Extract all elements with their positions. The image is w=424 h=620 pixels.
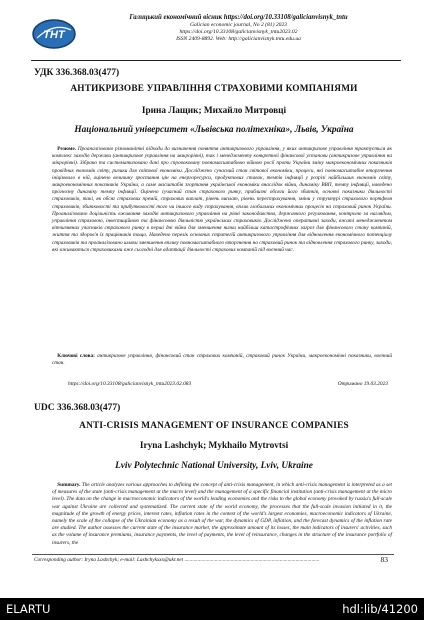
journal-issn-web: ISSN 2409-8892. Web: http://galicianvisnyk.tntu.edu.ua (176, 35, 301, 42)
page-number: 83 (380, 555, 388, 564)
repository-name: ELARTU (6, 602, 51, 616)
authors-ua: Ірина Лащик; Михайло Митровці (141, 106, 287, 116)
keywords-label-ua: Ключові слова: (57, 353, 95, 359)
udc-ua: УДК 336.368.03(477) (34, 68, 120, 78)
journal-issue-doi: https://doi.org/10.33108/galicianvisnyk_tntu2023.02 (179, 29, 298, 35)
article-doi-link[interactable]: https://doi.org/10.33108/galicianvisnyk_tntu2023.02.083 (68, 381, 192, 387)
summary-label-en: Summary. (57, 482, 81, 488)
journal-title-en: Galician economic journal, No 2 (81) 2023 (189, 22, 288, 29)
journal-title-ua: Галицький економічний вісник https://doi.org/10.33108/galicianvisnyk_tntu (129, 14, 348, 21)
corresponding-author: Corresponding author: Iryna Lashchyk; e-mail: Lashchykxxx@ukr.net ...................................................................................................... (34, 557, 320, 563)
udc-en: UDC 336.368.03(477) (34, 403, 121, 413)
journal-header-text (81, 14, 396, 42)
svg-text:ТНТ: ТНТ (43, 29, 65, 41)
footer-divider (32, 554, 394, 555)
keywords-text-ua: антикризове управління, фінансовий стан страхових компаній, страховий ринок України, макроекономічні показники, воєнний стан. (52, 353, 393, 367)
keywords-ua (52, 353, 392, 367)
summary-text-en: The article analyzes various approaches to defining the concept of anti-crisis management, in which anti-crisis management is interpreted as a set of measures of the state (anti-crisis management at the macro level) and the management of a specific financial institution (anti-crisis management at the micro level). The data on the change in macroeconomic indicators of the world's leading economies and the risks to the global economy provoked by russia's full-scale war against Ukraine are collected and systematized. The current state of the world economy, the processes that the full-scale invasion initiated in it, the magnitude of the growth of energy prices, interest rates, inflation rates in the context of the world's largest economies, macroeconomic indicators of Ukraine, namely the scale of the collapse of the Ukrainian economy as a result of the war, the dynamics of GDP, inflation, and the forecast dynamics of the inflation rate are studied. The author assesses the current state of the insurance market, the approximate amount of its losses, the main indicators of insurers' activities, such as the volume of insurance premiums, insurance payments, the level of payments, the level of reinsurance, changes in the structure of the insurance portfolio of insurers, the (52, 482, 392, 546)
article-title-ua: АНТИКРИЗОВЕ УПРАВЛІННЯ СТРАХОВИМИ КОМПАНІЯМИ (70, 84, 358, 94)
abstract-ua (52, 146, 392, 254)
repository-bar (0, 598, 424, 620)
abstract-text-ua: Проаналізовано різноманітні підходи до визначення поняття антикризового управління, у яких антикризове управління трактується як комплекс заходів держави (антикризове управління на макрорівні), так і менеджменту конкретної фінансової установи (антикризове управління на мікрорівні). Зібрано та систематизовано дані про спровоковану повномасштабною війною росії проти України зміну макроекономічних показників провідних економік світу, ризики для світової економіки. Досліджено сучасний стан світової економіки, процеси, які повномасштабне вторгнення ініціювало в ній, оцінено величину зростання цін на енергоресурси, продуктових ставок, темпів інфляції у розрізі найбільших економік світу, макроекономічних показників України, а саме масштабів згортання української економіки внаслідок війни, динаміку ВВП, темпу інфляції, наведено прогнозну динаміку темпу інфляції. Оцінено сучасний стан страхового ринку, приблизні обсяги його збитків, основні показники діяльності страховиків, такі, як обсяг страхових премій, страхових виплат, рівень виплат, рівень перестрахування, зміни у структурі страхового портфеля страховиків, збитковості та прибутковості того чи іншого виду страхування, вплив глобальних економічних процесів на страховий ринок України. Проаналізовано доцільність вживання заходів антикризового управління на рівні законодавства, державного регулювання, контролю за наглядом, управління страховою, інвестиційною та фінансовою діяльністю українських страховиків. Досліджено оперативні заходи, вжиті менеджментом вітчизняних учасників страхового ринку в перші дні війни для зменшення низки найбільш катастрофічних загроз для фінансового стану компаній, життя та здоров'я їх працівників тощо. Наведено перелік основних стратегій антикризового управління для відновлення економічного потенціалу страховиків та проаналізовано шляхи зменшення впливу повномасштабного вторгнення на страховий ринок та відновлення страхового ринку, заходи, які вживаються страховиками вже сьогодні для адаптації діяльності страхових компаній під воєнний час. (52, 146, 393, 253)
tntu-logo (31, 16, 77, 52)
affiliation-en: Lviv Polytechnic National University, Lviv, Ukraine (115, 461, 313, 471)
handle-id: hdl:lib/41200 (342, 602, 418, 616)
authors-en: Iryna Lashchyk; Mykhailo Mytrovtsi (139, 441, 289, 451)
abstract-label-ua: Резюме. (57, 146, 76, 152)
journal-header (31, 14, 401, 61)
received-date: Отримано 19.03.2023 (337, 381, 388, 387)
article-title-en: ANTI-CRISIS MANAGEMENT OF INSURANCE COMPANIES (79, 421, 349, 431)
summary-en (52, 482, 392, 547)
affiliation-ua: Національний університет «Львівська політехніка», Львів, Україна (74, 125, 354, 135)
